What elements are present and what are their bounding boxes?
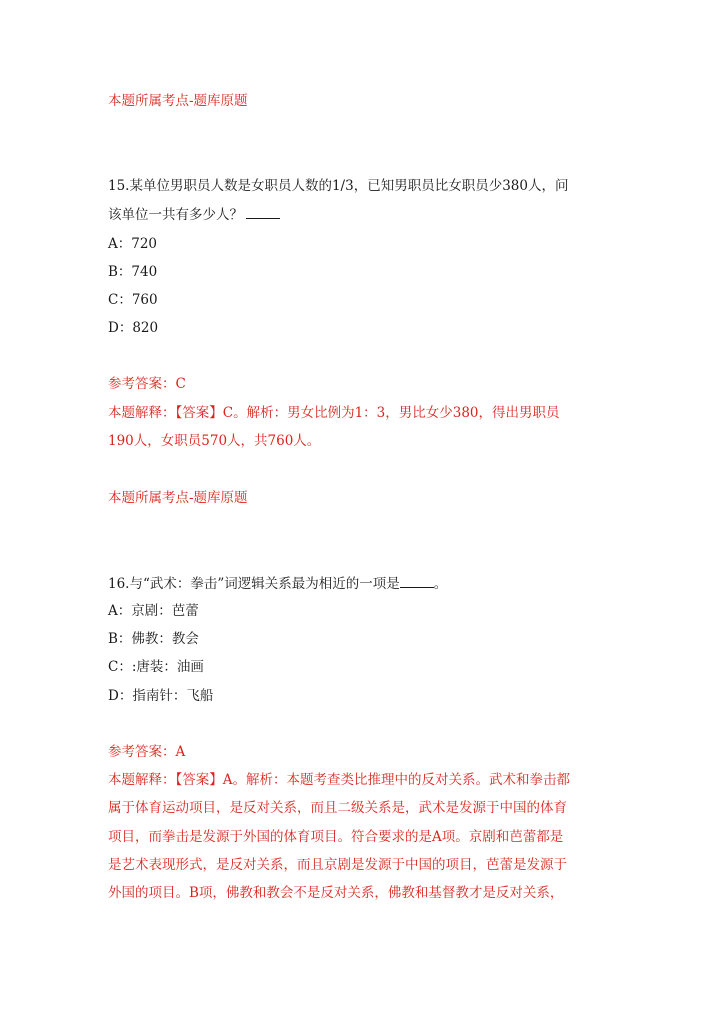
explanation-line: 本题解释：【答案】C。解析：男女比例为1：3，男比女少380，得出男职员 [108, 405, 560, 421]
option-a: A：720 [108, 236, 158, 252]
answer-blank [246, 204, 280, 219]
option-a: A：京剧：芭蕾 [108, 603, 199, 619]
explanation-line: 本题解释：【答案】A。解析：本题考查类比推理中的反对关系。武术和拳击都 [108, 772, 570, 788]
section-label: 本题所属考点-题库原题 [108, 490, 248, 506]
explanation-line: 是艺术表现形式，是反对关系，而且京剧是发源于中国的项目，芭蕾是发源于 [108, 857, 567, 873]
question-16-text [108, 573, 447, 594]
answer-text: 参考答案：A [108, 744, 186, 760]
option-b: B：740 [108, 264, 158, 280]
question-15-text-line-2 [108, 204, 280, 225]
option-c: C：760 [108, 292, 158, 308]
question-15-text: 该单位一共有多少人？ [108, 207, 243, 223]
answer-text: 参考答案：C [108, 376, 186, 392]
explanation-line: 外国的项目。B项，佛教和教会不是反对关系，佛教和基督教才是反对关系， [108, 885, 564, 901]
question-16-text-pre: 16.与“武术：拳击”词逻辑关系最为相近的一项是 [108, 576, 400, 592]
explanation-line: 190人，女职员570人，共760人。 [108, 433, 321, 449]
option-d: D：820 [108, 320, 159, 336]
section-label: 本题所属考点-题库原题 [108, 93, 248, 109]
option-b: B：佛教：教会 [108, 631, 199, 647]
explanation-line: 属于体育运动项目，是反对关系，而且二级关系是，武术是发源于中国的体育 [108, 800, 567, 816]
question-16-text-post: 。 [433, 576, 448, 592]
explanation-line: 项目，而拳击是发源于外国的体育项目。符合要求的是A项。京剧和芭蕾都是 [108, 829, 564, 845]
question-15-text-line-1: 15.某单位男职员人数是女职员人数的1/3，已知男职员比女职员少380人，问 [108, 178, 569, 194]
option-c: C：:唐装：油画 [108, 659, 204, 675]
answer-blank [400, 573, 434, 588]
option-d: D：指南针：飞船 [108, 688, 214, 704]
